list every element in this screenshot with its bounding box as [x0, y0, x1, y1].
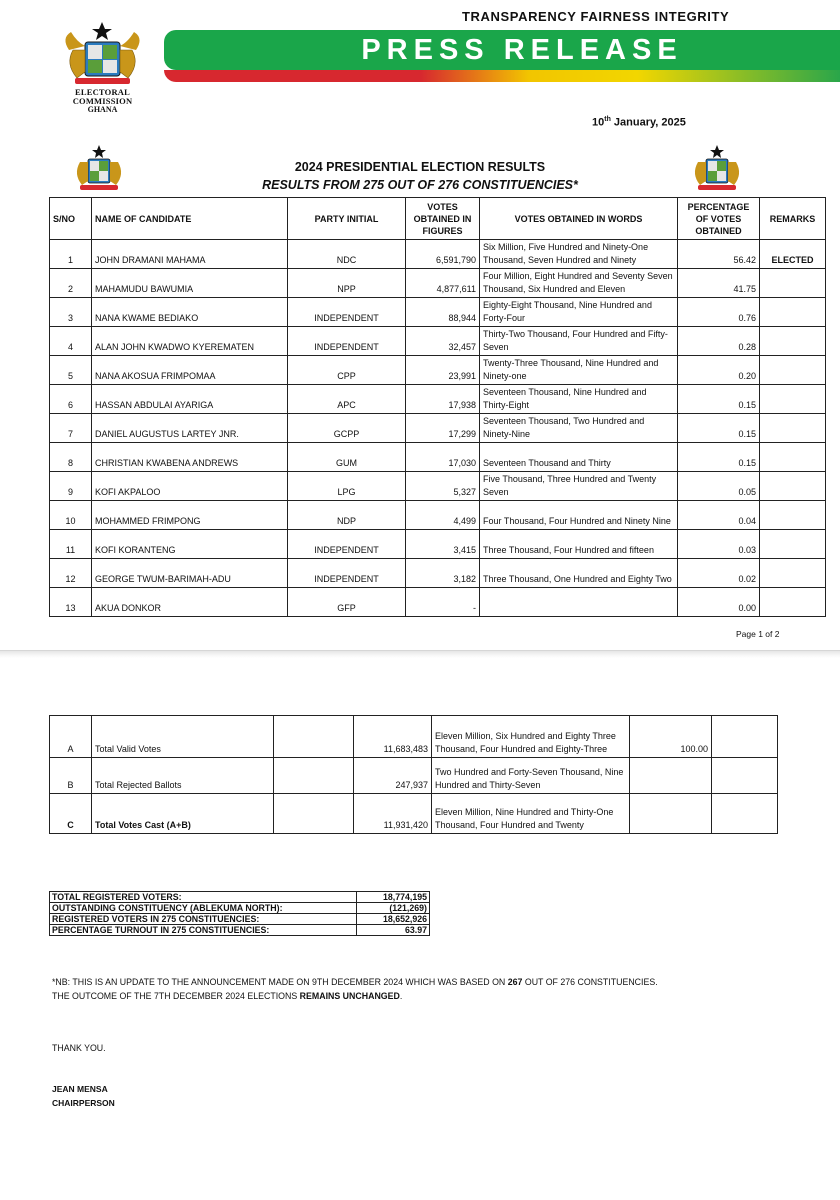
cell-candidate-name: GEORGE TWUM-BARIMAH-ADU — [92, 559, 288, 588]
cell-votes-words: Three Thousand, Four Hundred and fifteen — [480, 530, 678, 559]
cell-party: GFP — [288, 588, 406, 617]
cell-empty — [274, 716, 354, 758]
cell-description: Total Votes Cast (A+B) — [92, 794, 274, 834]
electoral-commission-logo — [45, 20, 160, 114]
cell-percentage: 100.00 — [630, 716, 712, 758]
cell-votes-words: Seventeen Thousand and Thirty — [480, 443, 678, 472]
cell-votes-figures: 247,937 — [354, 758, 432, 794]
release-date: 10th January, 2025 — [592, 116, 686, 129]
totals-table — [49, 715, 778, 834]
cell-remarks — [760, 356, 826, 385]
cell-sno: 12 — [50, 559, 92, 588]
cell-empty — [274, 794, 354, 834]
registration-row — [50, 903, 430, 914]
cell-candidate-name: MAHAMUDU BAWUMIA — [92, 269, 288, 298]
cell-votes-words: Five Thousand, Three Hundred and Twenty Seven — [480, 472, 678, 501]
cell-party: APC — [288, 385, 406, 414]
flag-stripe — [164, 70, 840, 82]
cell-percentage: 0.04 — [678, 501, 760, 530]
cell-percentage: 0.20 — [678, 356, 760, 385]
cell-sno: 7 — [50, 414, 92, 443]
cell-sno: 3 — [50, 298, 92, 327]
cell-remarks — [760, 414, 826, 443]
col-header-remarks: REMARKS — [760, 198, 826, 240]
cell-percentage: 0.00 — [678, 588, 760, 617]
cell-votes-figures: 6,591,790 — [406, 240, 480, 269]
cell-remarks — [760, 443, 826, 472]
cell-votes-figures: 17,938 — [406, 385, 480, 414]
table-row — [50, 298, 826, 327]
cell-candidate-name: MOHAMMED FRIMPONG — [92, 501, 288, 530]
cell-description: Total Rejected Ballots — [92, 758, 274, 794]
cell-party: NDC — [288, 240, 406, 269]
cell-remarks — [760, 298, 826, 327]
cell-votes-words: Four Thousand, Four Hundred and Ninety Nine — [480, 501, 678, 530]
col-header-party: PARTY INITIAL — [288, 198, 406, 240]
cell-percentage: 0.15 — [678, 385, 760, 414]
footnote-line-2: THE OUTCOME OF THE 7TH DECEMBER 2024 ELECTIONS REMAINS UNCHANGED. — [52, 991, 403, 1001]
press-release-banner — [164, 30, 840, 82]
cell-empty — [712, 758, 778, 794]
page-2 — [0, 658, 840, 1200]
cell-percentage: 56.42 — [678, 240, 760, 269]
cell-candidate-name: CHRISTIAN KWABENA ANDREWS — [92, 443, 288, 472]
cell-description: Total Valid Votes — [92, 716, 274, 758]
table-row — [50, 501, 826, 530]
cell-sno: 9 — [50, 472, 92, 501]
cell-votes-figures: 3,182 — [406, 559, 480, 588]
totals-row — [50, 794, 778, 834]
cell-votes-figures: 88,944 — [406, 298, 480, 327]
cell-candidate-name: NANA AKOSUA FRIMPOMAA — [92, 356, 288, 385]
cell-candidate-name: DANIEL AUGUSTUS LARTEY JNR. — [92, 414, 288, 443]
cell-candidate-name: HASSAN ABDULAI AYARIGA — [92, 385, 288, 414]
table-row — [50, 472, 826, 501]
cell-percentage: 41.75 — [678, 269, 760, 298]
cell-percentage — [630, 794, 712, 834]
cell-empty — [274, 758, 354, 794]
col-header-figures: VOTES OBTAINED IN FIGURES — [406, 198, 480, 240]
cell-votes-words: Thirty-Two Thousand, Four Hundred and Fifty-Seven — [480, 327, 678, 356]
cell-empty — [712, 794, 778, 834]
cell-votes-words: Four Million, Eight Hundred and Seventy Seven Thousand, Six Hundred and Eleven — [480, 269, 678, 298]
cell-sno: 11 — [50, 530, 92, 559]
cell-party: CPP — [288, 356, 406, 385]
cell-party: INDEPENDENT — [288, 327, 406, 356]
cell-percentage: 0.15 — [678, 414, 760, 443]
cell-votes-words: Three Thousand, One Hundred and Eighty Two — [480, 559, 678, 588]
cell-sno: 4 — [50, 327, 92, 356]
cell-votes-words: Eighty-Eight Thousand, Nine Hundred and Forty-Four — [480, 298, 678, 327]
cell-votes-figures: 23,991 — [406, 356, 480, 385]
cell-remarks — [760, 327, 826, 356]
table-row — [50, 588, 826, 617]
cell-votes-figures: 11,931,420 — [354, 794, 432, 834]
cell-votes-figures: 11,683,483 — [354, 716, 432, 758]
results-body — [50, 240, 826, 617]
cell-votes-words: Seventeen Thousand, Two Hundred and Ninety-Nine — [480, 414, 678, 443]
cell-votes-words — [480, 588, 678, 617]
coat-of-arms-icon — [55, 20, 150, 88]
cell-votes-figures: 3,415 — [406, 530, 480, 559]
col-header-words: VOTES OBTAINED IN WORDS — [480, 198, 678, 240]
footnote-line-1: *NB: THIS IS AN UPDATE TO THE ANNOUNCEMENT MADE ON 9TH DECEMBER 2024 WHICH WAS BASED ON 267 OUT OF 276 CONSTITUENCIES. — [52, 977, 658, 987]
cell-percentage: 0.03 — [678, 530, 760, 559]
cell-candidate-name: NANA KWAME BEDIAKO — [92, 298, 288, 327]
cell-party: NPP — [288, 269, 406, 298]
table-row — [50, 385, 826, 414]
cell-remarks — [760, 530, 826, 559]
tagline: TRANSPARENCY FAIRNESS INTEGRITY — [462, 9, 730, 24]
cell-percentage: 0.05 — [678, 472, 760, 501]
cell-votes-figures: 32,457 — [406, 327, 480, 356]
registration-value: (121,269) — [357, 903, 430, 914]
cell-remarks: ELECTED — [760, 240, 826, 269]
registration-label: PERCENTAGE TURNOUT IN 275 CONSTITUENCIES: — [50, 925, 357, 936]
cell-percentage: 0.28 — [678, 327, 760, 356]
results-table — [49, 197, 826, 617]
cell-sno: 5 — [50, 356, 92, 385]
cell-label: B — [50, 758, 92, 794]
cell-remarks — [760, 269, 826, 298]
cell-label: C — [50, 794, 92, 834]
totals-body — [50, 716, 778, 834]
registration-table — [49, 891, 430, 936]
cell-votes-figures: 4,499 — [406, 501, 480, 530]
table-row — [50, 327, 826, 356]
col-header-name: NAME OF CANDIDATE — [92, 198, 288, 240]
table-row — [50, 443, 826, 472]
cell-votes-words: Six Million, Five Hundred and Ninety-One Thousand, Seven Hundred and Ninety — [480, 240, 678, 269]
closing-text: THANK YOU. — [52, 1043, 106, 1053]
cell-percentage — [630, 758, 712, 794]
cell-party: GUM — [288, 443, 406, 472]
cell-votes-figures: 5,327 — [406, 472, 480, 501]
cell-sno: 13 — [50, 588, 92, 617]
cell-sno: 8 — [50, 443, 92, 472]
table-row — [50, 530, 826, 559]
registration-label: TOTAL REGISTERED VOTERS: — [50, 892, 357, 903]
cell-votes-figures: - — [406, 588, 480, 617]
totals-row — [50, 716, 778, 758]
totals-row — [50, 758, 778, 794]
cell-party: INDEPENDENT — [288, 530, 406, 559]
footnote — [52, 975, 658, 1003]
cell-percentage: 0.76 — [678, 298, 760, 327]
cell-empty — [712, 716, 778, 758]
col-header-sno: S/NO — [50, 198, 92, 240]
cell-votes-words: Seventeen Thousand, Nine Hundred and Thirty-Eight — [480, 385, 678, 414]
cell-party: NDP — [288, 501, 406, 530]
cell-party: INDEPENDENT — [288, 298, 406, 327]
registration-label: OUTSTANDING CONSTITUENCY (ABLEKUMA NORTH): — [50, 903, 357, 914]
cell-sno: 6 — [50, 385, 92, 414]
registration-value: 63.97 — [357, 925, 430, 936]
cell-party: LPG — [288, 472, 406, 501]
cell-candidate-name: AKUA DONKOR — [92, 588, 288, 617]
table-row — [50, 240, 826, 269]
document-title: 2024 PRESIDENTIAL ELECTION RESULTS — [294, 160, 546, 174]
registration-row — [50, 925, 430, 936]
cell-remarks — [760, 501, 826, 530]
cell-sno: 2 — [50, 269, 92, 298]
cell-remarks — [760, 472, 826, 501]
cell-votes-words: Twenty-Three Thousand, Nine Hundred and Ninety-one — [480, 356, 678, 385]
banner-title: PRESS RELEASE — [361, 34, 683, 66]
cell-votes-words: Eleven Million, Six Hundred and Eighty Three Thousand, Four Hundred and Eighty-Three — [432, 716, 630, 758]
col-header-percentage: PERCENTAGE OF VOTES OBTAINED — [678, 198, 760, 240]
cell-party: INDEPENDENT — [288, 559, 406, 588]
cell-candidate-name: JOHN DRAMANI MAHAMA — [92, 240, 288, 269]
signatory-name: JEAN MENSA — [52, 1084, 108, 1094]
registration-value: 18,652,926 — [357, 914, 430, 925]
cell-votes-figures: 4,877,611 — [406, 269, 480, 298]
document-subtitle: RESULTS FROM 275 OUT OF 276 CONSTITUENCIES* — [262, 178, 578, 192]
table-row — [50, 269, 826, 298]
registration-label: REGISTERED VOTERS IN 275 CONSTITUENCIES: — [50, 914, 357, 925]
cell-votes-words: Two Hundred and Forty-Seven Thousand, Nine Hundred and Thirty-Seven — [432, 758, 630, 794]
cell-sno: 1 — [50, 240, 92, 269]
cell-remarks — [760, 385, 826, 414]
registration-row — [50, 914, 430, 925]
org-country: GHANA — [87, 105, 118, 114]
cell-candidate-name: ALAN JOHN KWADWO KYEREMATEN — [92, 327, 288, 356]
cell-votes-figures: 17,299 — [406, 414, 480, 443]
table-row — [50, 356, 826, 385]
cell-sno: 10 — [50, 501, 92, 530]
cell-candidate-name: KOFI AKPALOO — [92, 472, 288, 501]
table-row — [50, 559, 826, 588]
org-name: ELECTORAL COMMISSION — [72, 87, 133, 106]
cell-votes-words: Eleven Million, Nine Hundred and Thirty-One Thousand, Four Hundred and Twenty — [432, 794, 630, 834]
registration-value: 18,774,195 — [357, 892, 430, 903]
cell-votes-figures: 17,030 — [406, 443, 480, 472]
registration-body — [50, 892, 430, 936]
cell-remarks — [760, 559, 826, 588]
page-number: Page 1 of 2 — [736, 629, 780, 639]
cell-party: GCPP — [288, 414, 406, 443]
cell-remarks — [760, 588, 826, 617]
cell-label: A — [50, 716, 92, 758]
table-header — [50, 198, 826, 240]
table-row — [50, 414, 826, 443]
cell-candidate-name: KOFI KORANTENG — [92, 530, 288, 559]
signatory-title: CHAIRPERSON — [52, 1098, 115, 1108]
registration-row — [50, 892, 430, 903]
cell-percentage: 0.15 — [678, 443, 760, 472]
cell-percentage: 0.02 — [678, 559, 760, 588]
page-separator — [0, 650, 840, 658]
